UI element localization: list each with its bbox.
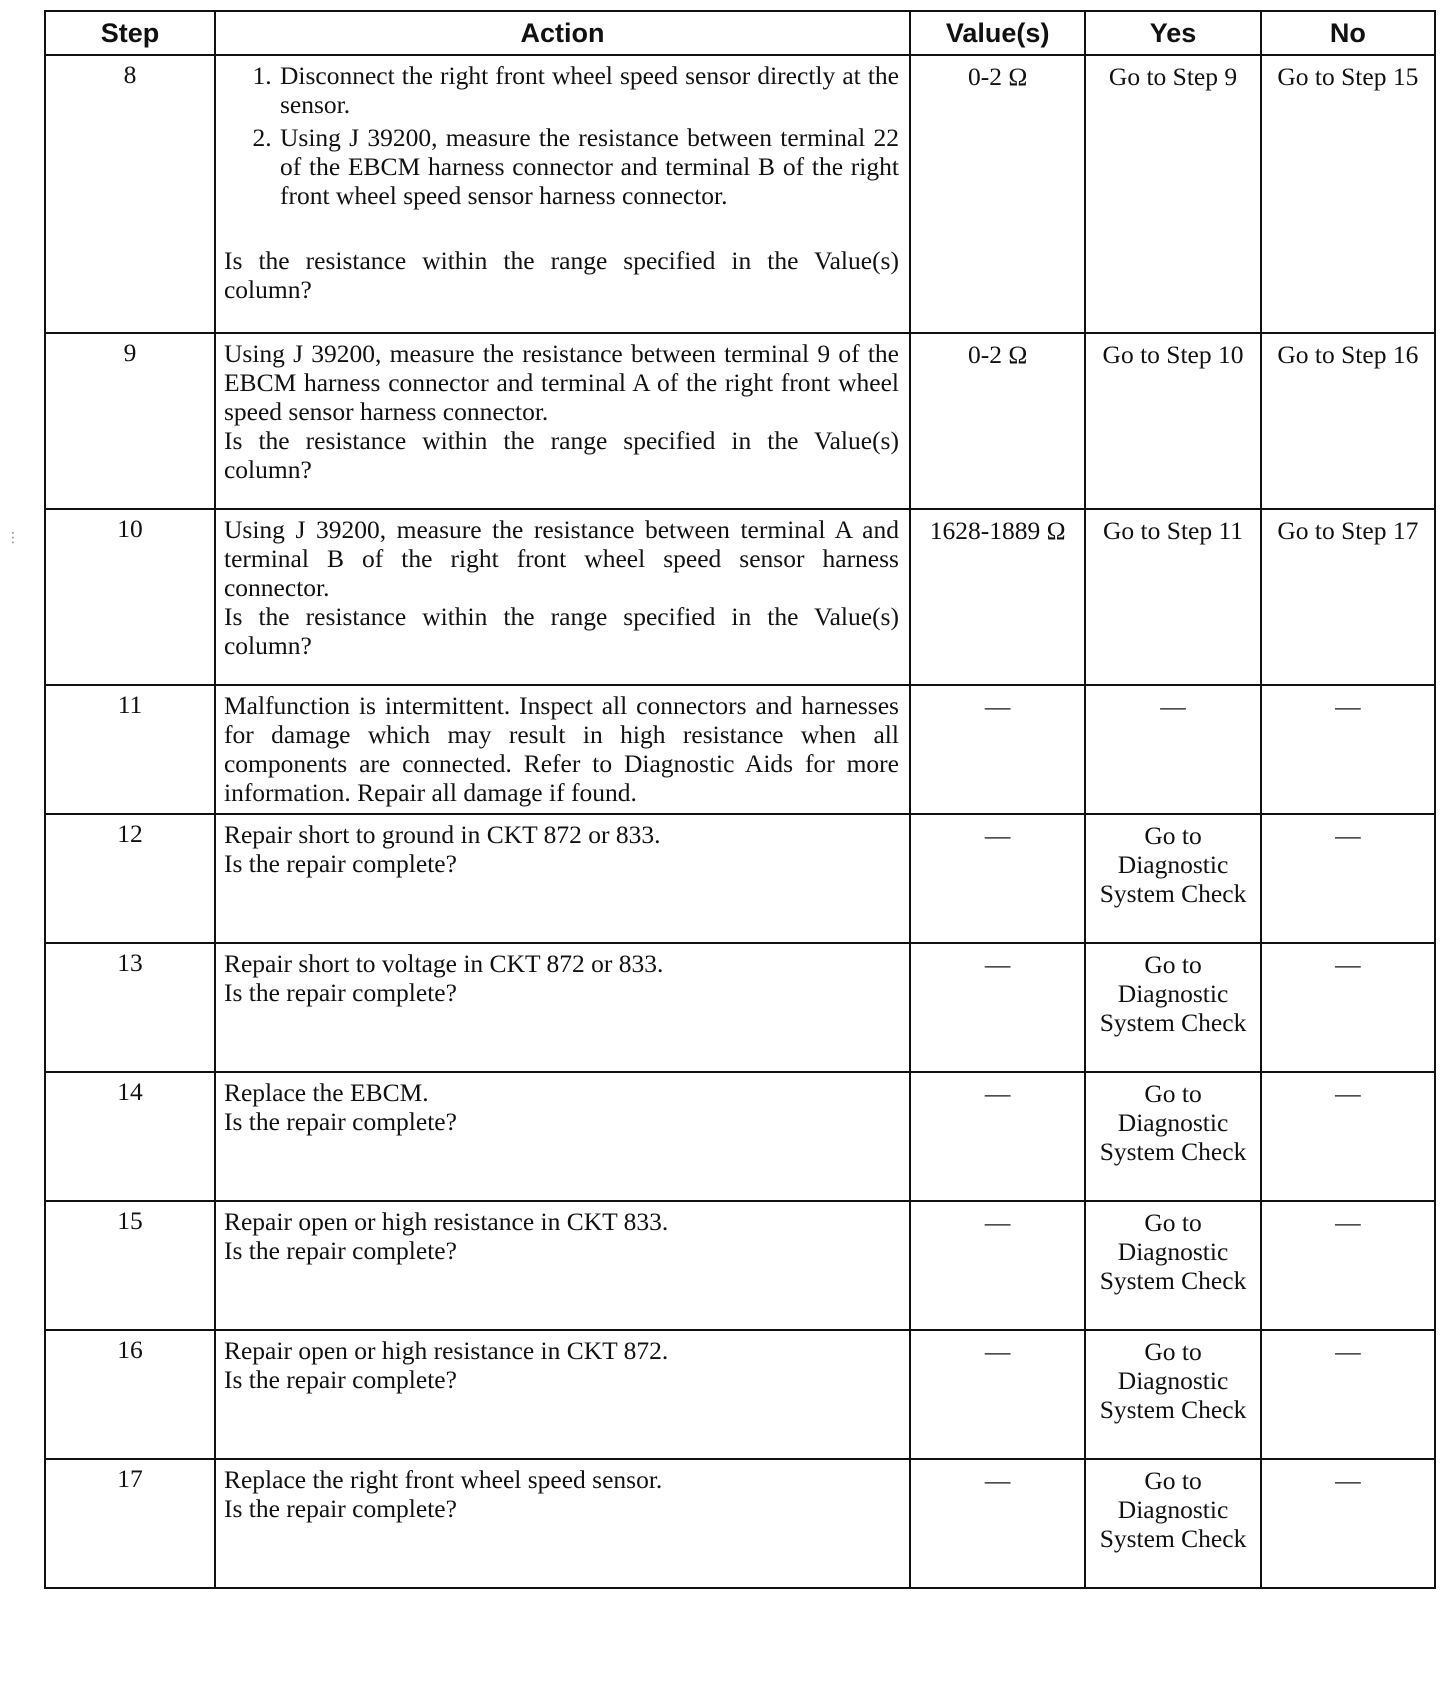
action-cell — [215, 1459, 910, 1588]
header-step: Step — [45, 11, 215, 55]
header-no: No — [1261, 11, 1435, 55]
yes-cell: Go to Diagnostic System Check — [1085, 1201, 1260, 1330]
step-number: 12 — [45, 814, 215, 943]
action-question: Is the repair complete? — [223, 1494, 457, 1523]
header-action: Action — [215, 11, 910, 55]
value-cell: — — [910, 814, 1085, 943]
header-values: Value(s) — [910, 11, 1085, 55]
no-cell: Go to Step 17 — [1261, 509, 1435, 685]
step-number: 15 — [45, 1201, 215, 1330]
no-cell: — — [1261, 1330, 1435, 1459]
table-row — [45, 1201, 1435, 1330]
action-question: Is the repair complete? — [223, 1107, 457, 1136]
table-row — [45, 333, 1435, 509]
value-cell: — — [910, 1330, 1085, 1459]
action-question: Is the resistance within the range specified in the Value(s) column? — [223, 602, 899, 660]
table-row — [45, 1459, 1435, 1588]
yes-cell: — — [1085, 685, 1260, 814]
value-cell: — — [910, 943, 1085, 1072]
table-row — [45, 1072, 1435, 1201]
step-number: 11 — [45, 685, 215, 814]
action-text: Replace the EBCM. — [223, 1078, 429, 1107]
action-text: Using J 39200, measure the resistance between terminal A and terminal B of the right front wheel speed sensor harness connector. — [223, 515, 899, 602]
step-number: 17 — [45, 1459, 215, 1588]
step-number: 16 — [45, 1330, 215, 1459]
no-cell: — — [1261, 1459, 1435, 1588]
yes-cell: Go to Step 10 — [1085, 333, 1260, 509]
table-row — [45, 55, 1435, 333]
action-text: Repair short to ground in CKT 872 or 833. — [223, 820, 661, 849]
no-cell: — — [1261, 943, 1435, 1072]
no-cell: — — [1261, 685, 1435, 814]
action-question: Is the repair complete? — [223, 1236, 457, 1265]
action-list — [224, 61, 899, 210]
action-cell — [215, 685, 910, 814]
table-row — [45, 814, 1435, 943]
step-number: 8 — [45, 55, 215, 333]
no-cell: — — [1261, 814, 1435, 943]
action-cell — [215, 1201, 910, 1330]
yes-cell: Go to Diagnostic System Check — [1085, 1072, 1260, 1201]
action-item: 1. Disconnect the right front wheel speed sensor directly at the sensor. — [278, 61, 899, 119]
action-question: Is the resistance within the range specified in the Value(s) column? — [223, 246, 899, 304]
no-cell: Go to Step 16 — [1261, 333, 1435, 509]
action-text: Repair open or high resistance in CKT 833. — [223, 1207, 669, 1236]
value-cell: — — [910, 1072, 1085, 1201]
step-number: 13 — [45, 943, 215, 1072]
value-cell: — — [910, 685, 1085, 814]
yes-cell: Go to Diagnostic System Check — [1085, 814, 1260, 943]
table-row — [45, 509, 1435, 685]
value-cell: 1628-1889 Ω — [910, 509, 1085, 685]
action-cell — [215, 55, 910, 333]
step-number: 9 — [45, 333, 215, 509]
value-cell: — — [910, 1201, 1085, 1330]
table-row — [45, 943, 1435, 1072]
scan-mark: ⋮ — [6, 530, 20, 546]
step-number: 14 — [45, 1072, 215, 1201]
action-cell — [215, 333, 910, 509]
action-item: 2. Using J 39200, measure the resistance between terminal 22 of the EBCM harness connector and terminal B of the right front wheel speed sensor harness connector. — [278, 123, 899, 210]
yes-cell: Go to Step 11 — [1085, 509, 1260, 685]
value-cell: 0-2 Ω — [910, 55, 1085, 333]
table-row — [45, 1330, 1435, 1459]
header-yes: Yes — [1085, 11, 1260, 55]
yes-cell: Go to Step 9 — [1085, 55, 1260, 333]
action-text: Using J 39200, measure the resistance between terminal 9 of the EBCM harness connector and terminal A of the right front wheel speed sensor harness connector. — [223, 339, 899, 426]
table-row — [45, 685, 1435, 814]
yes-cell: Go to Diagnostic System Check — [1085, 943, 1260, 1072]
action-question: Is the repair complete? — [223, 1365, 457, 1394]
value-cell: 0-2 Ω — [910, 333, 1085, 509]
no-cell: — — [1261, 1201, 1435, 1330]
action-cell — [215, 943, 910, 1072]
action-cell — [215, 1072, 910, 1201]
action-cell — [215, 509, 910, 685]
action-text: Repair short to voltage in CKT 872 or 833. — [223, 949, 664, 978]
step-number: 10 — [45, 509, 215, 685]
yes-cell: Go to Diagnostic System Check — [1085, 1330, 1260, 1459]
action-text: Malfunction is intermittent. Inspect all connectors and harnesses for damage which may result in high resistance when all components are connected. Refer to Diagnostic Aids for more information. Repair all damage if found. — [223, 691, 899, 807]
action-cell — [215, 1330, 910, 1459]
action-question: Is the resistance within the range specified in the Value(s) column? — [223, 426, 899, 484]
action-text: Replace the right front wheel speed sensor. — [223, 1465, 663, 1494]
header-row — [45, 11, 1435, 55]
diagnostic-table — [44, 10, 1436, 1589]
action-cell — [215, 814, 910, 943]
yes-cell: Go to Diagnostic System Check — [1085, 1459, 1260, 1588]
value-cell: — — [910, 1459, 1085, 1588]
no-cell: Go to Step 15 — [1261, 55, 1435, 333]
action-question: Is the repair complete? — [223, 849, 457, 878]
action-text: Repair open or high resistance in CKT 872. — [223, 1336, 669, 1365]
action-question: Is the repair complete? — [223, 978, 457, 1007]
no-cell: — — [1261, 1072, 1435, 1201]
